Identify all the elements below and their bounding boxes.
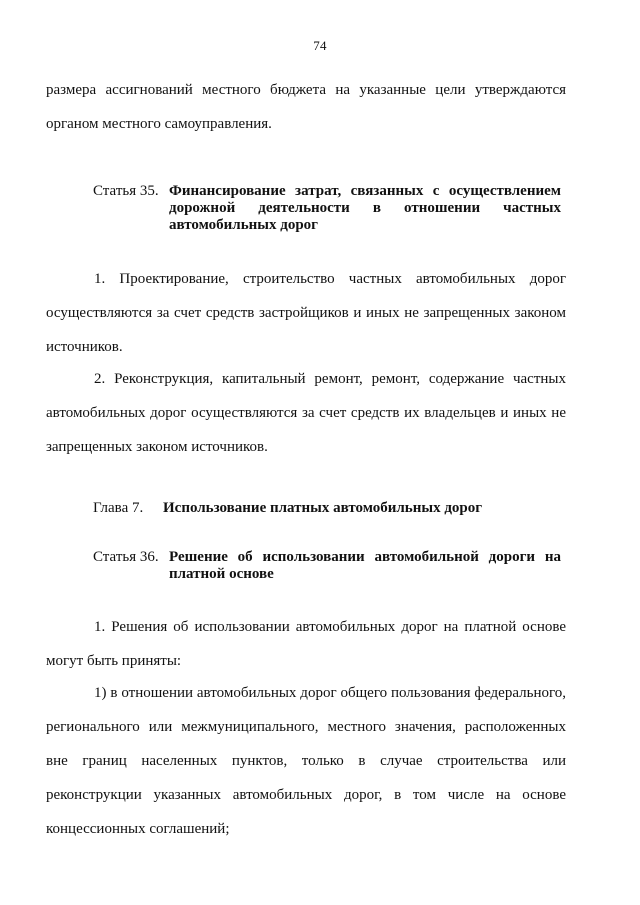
paragraph-line: осуществляются за счет средств застройщиков и иных не запрещенных законом: [46, 305, 566, 321]
paragraph-line: концессионных соглашений;: [46, 821, 230, 837]
intro-paragraph: [46, 73, 566, 141]
article-35-paragraph-2: [46, 362, 566, 464]
article-title: [169, 549, 561, 583]
article-label: Статья 35.: [93, 183, 159, 199]
article-label: Статья 36.: [93, 549, 159, 565]
article-title: [169, 183, 561, 234]
article-36-item-1: [46, 676, 566, 846]
article-title-line: Решение об использовании автомобильной дороги на: [169, 549, 561, 565]
paragraph-line: регионального или межмуниципального, местного значения, расположенных: [46, 719, 566, 735]
paragraph-line: источников.: [46, 339, 123, 355]
article-title-line: дорожной деятельности в отношении частных: [169, 200, 561, 216]
paragraph-line: размера ассигнований местного бюджета на указанные цели утверждаются: [46, 82, 566, 98]
paragraph-line: вне границ населенных пунктов, только в случае строительства или: [46, 753, 566, 769]
article-36-heading: [93, 549, 561, 584]
article-36-paragraph-1: [46, 610, 566, 678]
paragraph-line: реконструкции указанных автомобильных дорог, в том числе на основе: [46, 787, 566, 803]
paragraph-line: могут быть приняты:: [46, 653, 182, 669]
paragraph-line: 1) в отношении автомобильных дорог общего пользования федерального,: [94, 685, 566, 701]
article-title-line: автомобильных дорог: [169, 217, 318, 233]
article-title-line: Финансирование затрат, связанных с осуществлением: [169, 183, 561, 199]
paragraph-line: 2. Реконструкция, капитальный ремонт, ремонт, содержание частных: [94, 371, 566, 387]
chapter-title: [163, 500, 561, 517]
chapter-label: Глава 7.: [93, 500, 144, 516]
article-title-line: платной основе: [169, 566, 274, 582]
article-35-heading: [93, 183, 561, 235]
chapter-7-heading: [93, 500, 561, 518]
chapter-title-line: Использование платных автомобильных дорог: [163, 500, 483, 516]
paragraph-line: 1. Проектирование, строительство частных автомобильных дорог: [94, 271, 566, 287]
paragraph-line: запрещенных законом источников.: [46, 439, 268, 455]
paragraph-line: органом местного самоуправления.: [46, 116, 272, 132]
article-35-paragraph-1: [46, 262, 566, 364]
paragraph-line: автомобильных дорог осуществляются за счет средств их владельцев и иных не: [46, 405, 566, 421]
paragraph-line: 1. Решения об использовании автомобильных дорог на платной основе: [94, 619, 566, 635]
page-number: 74: [313, 38, 327, 53]
